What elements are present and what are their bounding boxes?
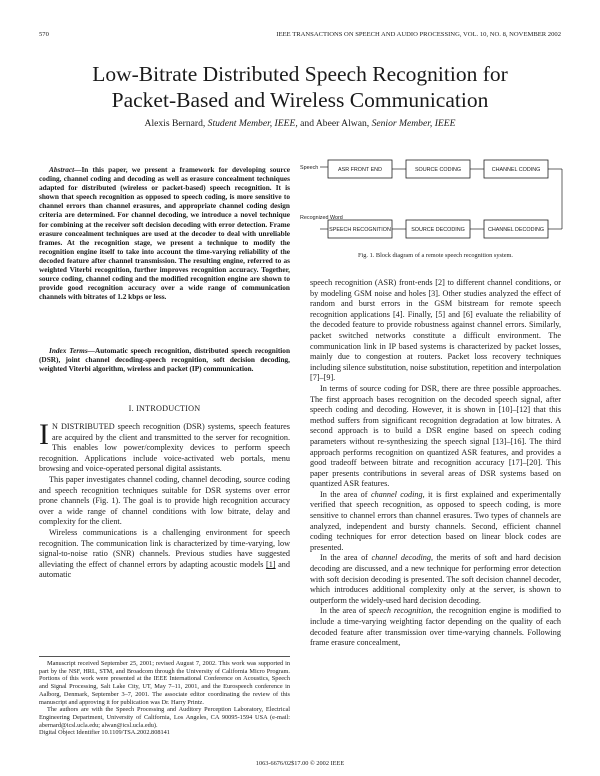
index-terms-text: Automatic speech recognition, distributed speech recognition (DSR), joint channel decoding-speech recognition, soft decision decoding, weighted Viterbi algorithm, wireless and packet (IP) communication. (39, 346, 291, 374)
page-number: 570 (39, 31, 49, 38)
index-terms (39, 346, 290, 373)
section-heading: I. INTRODUCTION (128, 404, 201, 413)
right-paragraph-1: speech recognition (ASR) front-ends [2] to different channel conditions, or by modeling GSM noise and holes [3]. Other studies analyzed the effect of random and burst errors in the GSM bitstream for remote speech recognition applications [4]. Finally, [5] and [6] evaluate the reliability of the decoded feature to provide robustness against channel errors. Similarly, packet switched networks constitute a difficult environment. The communication link in IP based systems is characterized by packet losses, mainly due to congestion at routers. Packet loss recovery techniques including silence substitution, noise substitution, repetition and interpolation [7]–[9]. (310, 278, 561, 383)
right-paragraph-3 (310, 490, 561, 554)
intro-p1-text: N DISTRIBUTED speech recognition (DSR) systems, speech features are acquired by the client and transmitted to the server for recognition. This enables low power/complexity devices to perform speech recognition. Applications include voice-activated web portals, menu browsing and voice-operated personal digital assistants. (39, 422, 290, 474)
term-channel-decoding: channel decoding (371, 553, 431, 563)
author2-name: and Abeer Alwan, (300, 118, 370, 129)
drop-cap: I (39, 418, 49, 451)
intro-p3-text-b: and automatic (39, 559, 290, 580)
right-p3-text-a: In the area of (320, 489, 368, 499)
footnote (39, 656, 290, 737)
right-p5-text-b: , the recognition engine is modified to include a time-varying weighting factor depending on the quality of each decoded feature after transmission over time-varying channels. Following frame erasure concealment, (310, 606, 561, 648)
term-speech-recognition: speech recognition (368, 606, 432, 616)
intro-paragraph-2: This paper investigates channel coding, channel decoding, source coding and speech recognition techniques suitable for DSR systems over error prone channels (Fig. 1). The goal is to provide high recognition accuracy over a wide range of channel conditions with low bitrate, delay and complexity for the client. (39, 474, 290, 527)
figure-1-diagram (300, 157, 570, 247)
right-p4-text-a: In the area of (320, 553, 368, 563)
right-p3-text-b: , it is first explained and experimentally verified that speech recognition, as opposed to speech coding, is more sensitive to channel errors than channel erasures. Two types of channels are analyzed, independent and bursty channels. Second, efficient channel coding techniques for error detection based on linear block codes are presented. (310, 489, 562, 552)
figure-bottom-row (300, 215, 562, 238)
authors (0, 118, 600, 129)
right-paragraph-5 (310, 606, 561, 648)
footnote-affiliation: The authors are with the Speech Processing and Auditory Perception Laboratory, Electrical Engineering Department, University of California, Los Angeles, CA 90095-1594 USA (e-mail: abernard@icsl.ucla.edu; alwan@icsl.ucla.edu). (39, 706, 290, 729)
box-source-coding-label: SOURCE CODING (414, 167, 462, 173)
right-paragraph-4 (310, 553, 561, 606)
author1-name: Alexis Bernard, (144, 118, 206, 129)
copyright-line: 1063-6676/02$17.00 © 2002 IEEE (255, 760, 345, 767)
box-source-decoding-label: SOURCE DECODING (411, 227, 465, 233)
intro-paragraph-1 (39, 418, 290, 475)
footnote-doi: Digital Object Identifier 10.1109/TSA.2002.808141 (39, 729, 170, 737)
right-paragraph-2: In terms of source coding for DSR, there are three possible approaches. The first approach bases recognition on the decoded speech signal, after speech coding and decoding. However, it is shown in [10]–[12] that this method suffers from significant recognition degradation at low bitrates. A second approach is to build a DSR engine based on speech coding parameters without re-synthesizing the speech signal [13]–[16]. The third approach performs recognition on quantized ASR features, and provides a good tradeoff between bitrate and recognition accuracy [17]–[20]. This paper presents contributions in several areas of DSR systems based on quantized ASR features. (310, 383, 561, 489)
box-channel-decoding-label: CHANNEL DECODING (487, 227, 545, 233)
intro-column (39, 418, 290, 581)
figure-output-label: Recognized Word (300, 215, 343, 221)
author2-role: Senior Member, IEEE (371, 118, 456, 129)
intro-paragraph-3 (39, 528, 290, 581)
footnote-manuscript: Manuscript received September 25, 2001; revised August 7, 2002. This work was supported in part by the NSF, HRL, STM, and Broadcom through the University of California Micro Program. Portions of this work were presented at the IEEE International Conference on Acoustics, Speech and Signal Processing, Salt Lake City, UT, May 7–11, 2001, and the Eurospeech conference in Aalborg, Denmark, September 3–7, 2001. The associate editor coordinating the review of this manuscript and approving it for publication was Dr. Harry Printz. (39, 660, 290, 706)
journal-header: IEEE TRANSACTIONS ON SPEECH AND AUDIO PROCESSING, VOL. 10, NO. 8, NOVEMBER 2002 (276, 31, 561, 38)
index-terms-label: Index Terms— (49, 346, 95, 355)
author1-role: Student Member, IEEE, (207, 118, 298, 129)
abstract-text: In this paper, we present a framework for developing source coding, channel coding and decoding as well as erasure concealment techniques adapted for distributed (wireless or packet-based) speech recognition. It is shown that speech recognition as opposed to speech coding, is more sensitive to channel errors than channel erasures, and appropriate channel coding design criteria are determined. For channel decoding, we introduce a novel technique for combining at the receiver soft decision decoding with error detection. Frame erasure concealment techniques are used at the decoder to deal with unreliable frames. At the recognition stage, we present a technique to modify the recognition engine itself to take into account the time-varying reliability of the decoded feature after channel transmission. The resulting engine, referred to as weighted Viterbi recognition, further improves recognition accuracy. Together, source coding, channel coding and the modified recognition engine are shown to provide good recognition accuracy over a wide range of communication channels with bitrates of 1.2 kbps or less. (39, 165, 290, 302)
box-speech-recognition-label: SPEECH RECOGNITION (329, 227, 391, 233)
right-p4-text-b: , the merits of soft and hard decision decoding are discussed, and a new technique for performing error detection with soft decision decoding is presented. The soft decision channel decoder, which introduces additional complexity only at the server, is shown to outperform the widely-used hard decision decoding. (310, 553, 561, 605)
box-asr-front-end-label: ASR FRONT END (338, 167, 382, 173)
abstract (39, 165, 290, 301)
right-p5-text-a: In the area of (320, 606, 366, 616)
reference-link-1[interactable]: [1] (266, 559, 276, 569)
term-channel-coding: channel coding (370, 489, 423, 499)
box-channel-coding-label: CHANNEL CODING (491, 167, 541, 173)
figure-input-label: Speech (300, 165, 319, 171)
paper-title-line2: Packet-Based and Wireless Communication (111, 88, 489, 112)
paper-title-line1: Low-Bitrate Distributed Speech Recognition for (92, 62, 508, 86)
figure-1-caption: Fig. 1. Block diagram of a remote speech recognition system. (358, 252, 513, 259)
intro-p3-text-a: Wireless communications is a challenging environment for speech recognition. The communication link is characterized by time-varying, low signal-to-noise ratio (SNR) channels. Previous studies have suggested alleviating the effect of channel errors by adapting acoustic models (39, 527, 290, 569)
right-column (310, 278, 561, 649)
abstract-label: Abstract— (49, 165, 82, 174)
